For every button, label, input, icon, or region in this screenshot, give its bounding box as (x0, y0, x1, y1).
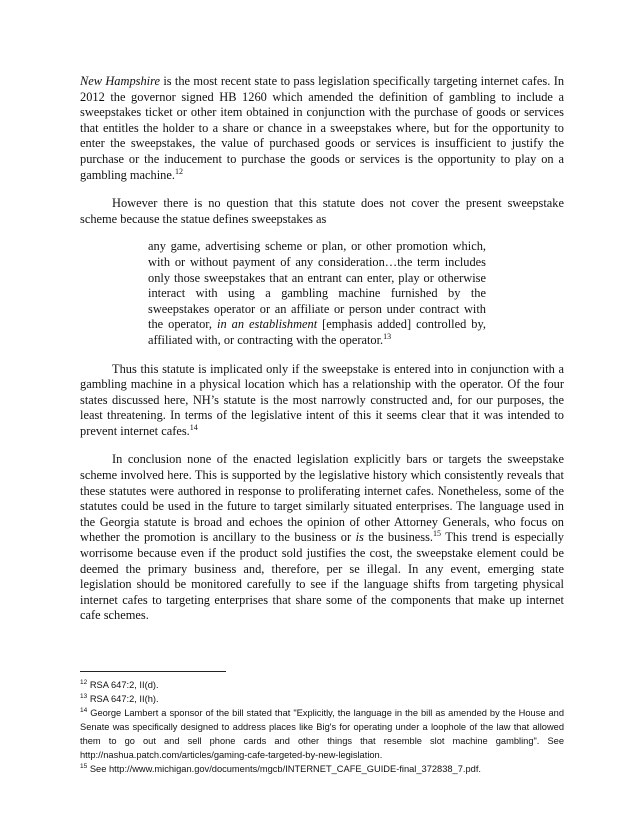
footnote-text: See http://www.michigan.gov/documents/mgcb/INTERNET_CAFE_GUIDE-final_372838_7.pdf. (87, 764, 481, 774)
footnote-13 (80, 692, 564, 706)
is-italic: is (355, 530, 364, 545)
paragraph-text-middle: the business. (363, 530, 434, 545)
paragraph-new-hampshire (80, 74, 564, 183)
footnote-12 (80, 678, 564, 692)
footnote-number: 15 (80, 762, 88, 770)
footnote-ref-14: 14 (189, 422, 198, 432)
paragraph-statute-scope (80, 196, 564, 227)
body-text (80, 74, 564, 624)
new-hampshire-italic: New Hampshire (80, 74, 160, 88)
footnote-ref-15: 15 (433, 529, 442, 539)
paragraph-text: Thus this statute is implicated only if the sweepstake is entered into in conjunction with a gambling machine in a physical location which has a relationship with the operator. Of the four states discussed here, NH’s statute is the most narrowly constructed and, for our purposes, the least threatening. In terms of the legislative intent of this it seems clear that it was intended to prevent internet cafes. (80, 361, 564, 438)
footnote-text: RSA 647:2, II(d). (87, 680, 159, 690)
footnote-number: 14 (80, 706, 88, 714)
footnotes (80, 678, 564, 776)
footnote-14 (80, 706, 564, 762)
footnote-ref-13: 13 (383, 331, 392, 341)
footnote-ref-12: 12 (174, 166, 183, 176)
quote-text: any game, advertising scheme or plan, or other promotion which, with or without payment of any consideration…the term includes only those sweepstakes that an entrant can enter, play or otherwise interact with using a gambling machine furnished by the sweepstakes operator or an affiliate or person under contract with the operator, (148, 239, 486, 332)
block-quote (148, 239, 486, 348)
footnote-text: George Lambert a sponsor of the bill stated that "Explicitly, the language in the bill as amended by the House and Senate was specifically designed to address places like Big's for operating under a loophole of the law that allowed them to go out and sell phone cards and other things that resemble slot machine gambling". See http://nashua.patch.com/articles/gaming-cafe-targeted-by-new-legislation. (80, 708, 564, 760)
paragraph-implication (80, 362, 564, 440)
footnote-number: 13 (80, 692, 88, 700)
footnote-number: 12 (80, 678, 88, 686)
paragraph-text: However there is no question that this statute does not cover the present sweepstake scheme because the statue defines sweepstakes as (80, 196, 564, 226)
paragraph-text: is the most recent state to pass legislation specifically targeting internet cafes. In 2012 the governor signed HB 1260 which amended the definition of gambling to include a sweepstakes ticket or other item obtained in conjunction with the purchase of goods or services that entitles the holder to a share or chance in a sweepstakes where, but for the opportunity to enter the sweepstakes, the value of purchased goods or services is insufficient to justify the purchase or the inducement to purchase the goods or services is the opportunity to play on a gambling machine. (80, 74, 565, 182)
footnote-text: RSA 647:2, II(h). (87, 694, 159, 704)
paragraph-conclusion (80, 452, 564, 624)
paragraph-text: In conclusion none of the enacted legislation explicitly bars or targets the sweepstake scheme involved here. This is supported by the legislative history which consistently reveals that these statutes were authored in response to proliferating internet cafes. Nonetheless, some of the statutes could be used in the future to target similarly situated enterprises. The language used in the Georgia statute is broad and echoes the opinion of other Attorney Generals, who focus on whether the promotion is ancillary to the business or (80, 452, 564, 545)
paragraph-text-end: This trend is especially worrisome because even if the product sold justifies the cost, the sweepstake element could be deemed the primary business and, therefore, per se illegal. In any event, emerging state legislation should be monitored carefully to see if the language shifts from targeting physical internet cafes to targeting enterprises that share some of the components that make up internet cafe schemes. (80, 530, 564, 623)
quote-text-end: [emphasis added] controlled by, affiliated with, or contracting with the operator. (148, 317, 486, 347)
footnote-separator (80, 671, 226, 672)
quote-italic: in an establishment (217, 317, 318, 332)
footnote-15 (80, 762, 564, 776)
